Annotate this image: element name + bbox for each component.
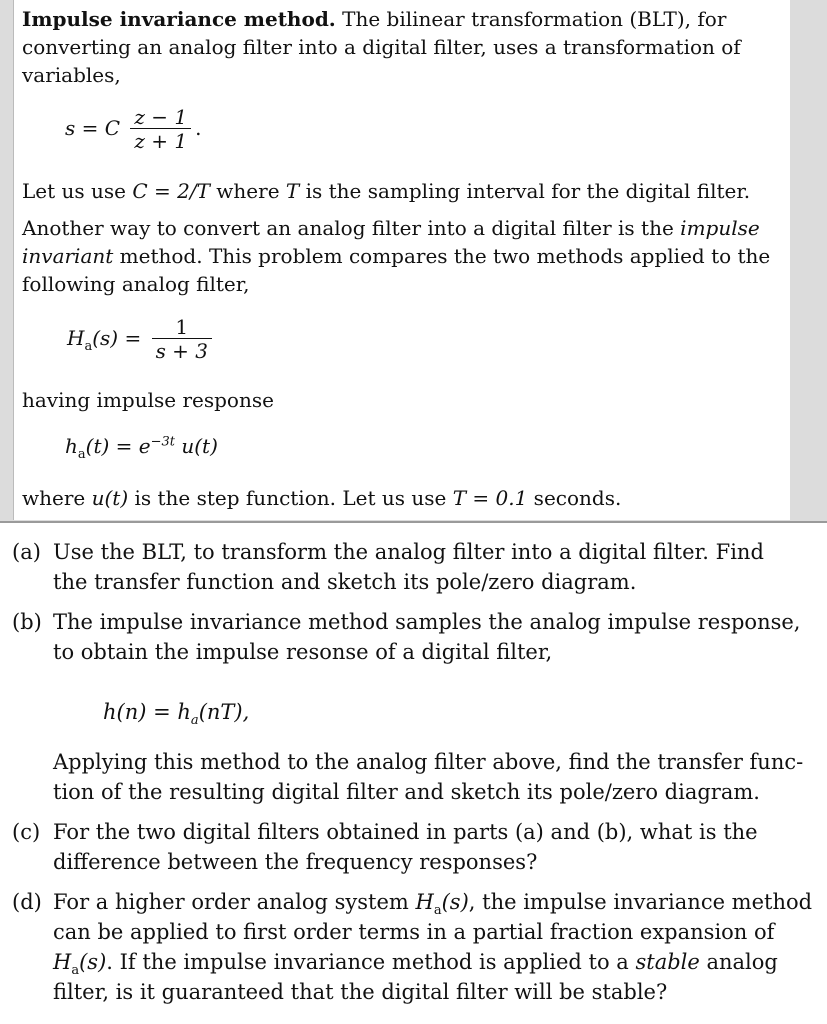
text: analog [699,950,778,974]
math-h: H [53,950,72,974]
text: seconds. [527,486,622,510]
section-divider [0,521,827,523]
intro-line-2: converting an analog filter into a digital filter, uses a transformation of [22,35,741,59]
eq-blt-fraction [130,106,191,153]
eq-h: H [67,326,85,350]
part-b-equation [103,697,249,736]
eq-exponent: −3t [150,434,175,450]
part-b-line-3: Applying this method to the analog filter above, find the transfer func- [53,750,804,774]
part-d-line-4: filter, is it guaranteed that the digital filter will be stable? [53,980,668,1004]
part-b-label: (b) [12,610,42,634]
eq-part: (nT), [198,700,250,724]
eq-sub: a [190,713,199,729]
equation-analog-filter [67,316,216,363]
math-sub: a [71,963,80,979]
part-d-label: (d) [12,890,42,914]
eq-blt-denominator: z + 1 [130,128,191,153]
eq-arg: (s) = [92,326,142,350]
math-sub: a [433,903,442,919]
intro-line-6 [22,242,770,270]
text: where [22,486,92,510]
intro-line-8: having impulse response [22,388,274,412]
equation-impulse-response [65,434,218,462]
eq-blt-lhs: s = C [65,116,121,140]
part-a-line-1: Use the BLT, to transform the analog filter into a digital filter. Find [53,540,764,564]
intro-line-5 [22,214,760,242]
part-a-line-2: the transfer function and sketch its pole/zero diagram. [53,570,637,594]
intro-line-4 [22,177,750,205]
eq-filter-numerator: 1 [175,315,189,339]
text: , the impulse invariance method [468,890,813,914]
eq-sub: a [77,447,86,462]
eq-step: u(t) [175,434,218,458]
part-b-line-4: tion of the resulting digital filter and sketch its pole/zero diagram. [53,780,760,804]
text: For a higher order analog system [53,890,416,914]
intro-line-1 [22,5,726,33]
equation-blt [65,106,202,153]
part-a-label: (a) [12,540,41,564]
emph-stable: stable [635,950,700,974]
math-t: T [285,179,300,203]
eq-blt-period: . [195,116,202,140]
part-b-line-2: to obtain the impulse resonse of a digital filter, [53,640,553,664]
part-c-line-1: For the two digital filters obtained in parts (a) and (b), what is the [53,820,758,844]
part-d-line-2: can be applied to first order terms in a partial fraction expansion of [53,920,775,944]
text: . If the impulse invariance method is applied to a [106,950,636,974]
text: is the step function. Let us use [128,486,453,510]
math-c: C = 2/T [132,179,210,203]
intro-line-7: following analog filter, [22,272,250,296]
intro-line-9 [22,484,621,512]
text: Another way to convert an analog filter into a digital filter is the [22,216,681,240]
eq-mid: (t) = e [85,434,151,458]
text: method. This problem compares the two methods applied to the [113,244,771,268]
part-b-line-1: The impulse invariance method samples the analog impulse response, [53,610,801,634]
math-h: H [415,890,434,914]
intro-line-3: variables, [22,63,121,87]
math-arg: (s) [79,950,107,974]
math-u: u(t) [91,486,129,510]
emph-invariant: invariant [22,244,114,268]
math-t-value: T = 0.1 [452,486,528,510]
intro-text: The bilinear transformation (BLT), for [342,7,727,31]
part-c-label: (c) [12,820,41,844]
math-arg: (s) [441,890,469,914]
eq-part: h(n) = h [103,700,191,724]
eq-sub: a [84,339,93,354]
eq-filter-fraction [152,316,212,363]
eq-filter-denominator: s + 3 [152,338,212,363]
part-c-line-2: difference between the frequency responses? [53,850,538,874]
eq-h: h [65,434,78,458]
intro-heading: Impulse invariance method. [22,7,336,31]
text: Let us use [22,179,133,203]
eq-blt-numerator: z − 1 [134,105,188,129]
text: is the sampling interval for the digital filter. [299,179,751,203]
emph-impulse: impulse [680,216,760,240]
text: where [209,179,286,203]
